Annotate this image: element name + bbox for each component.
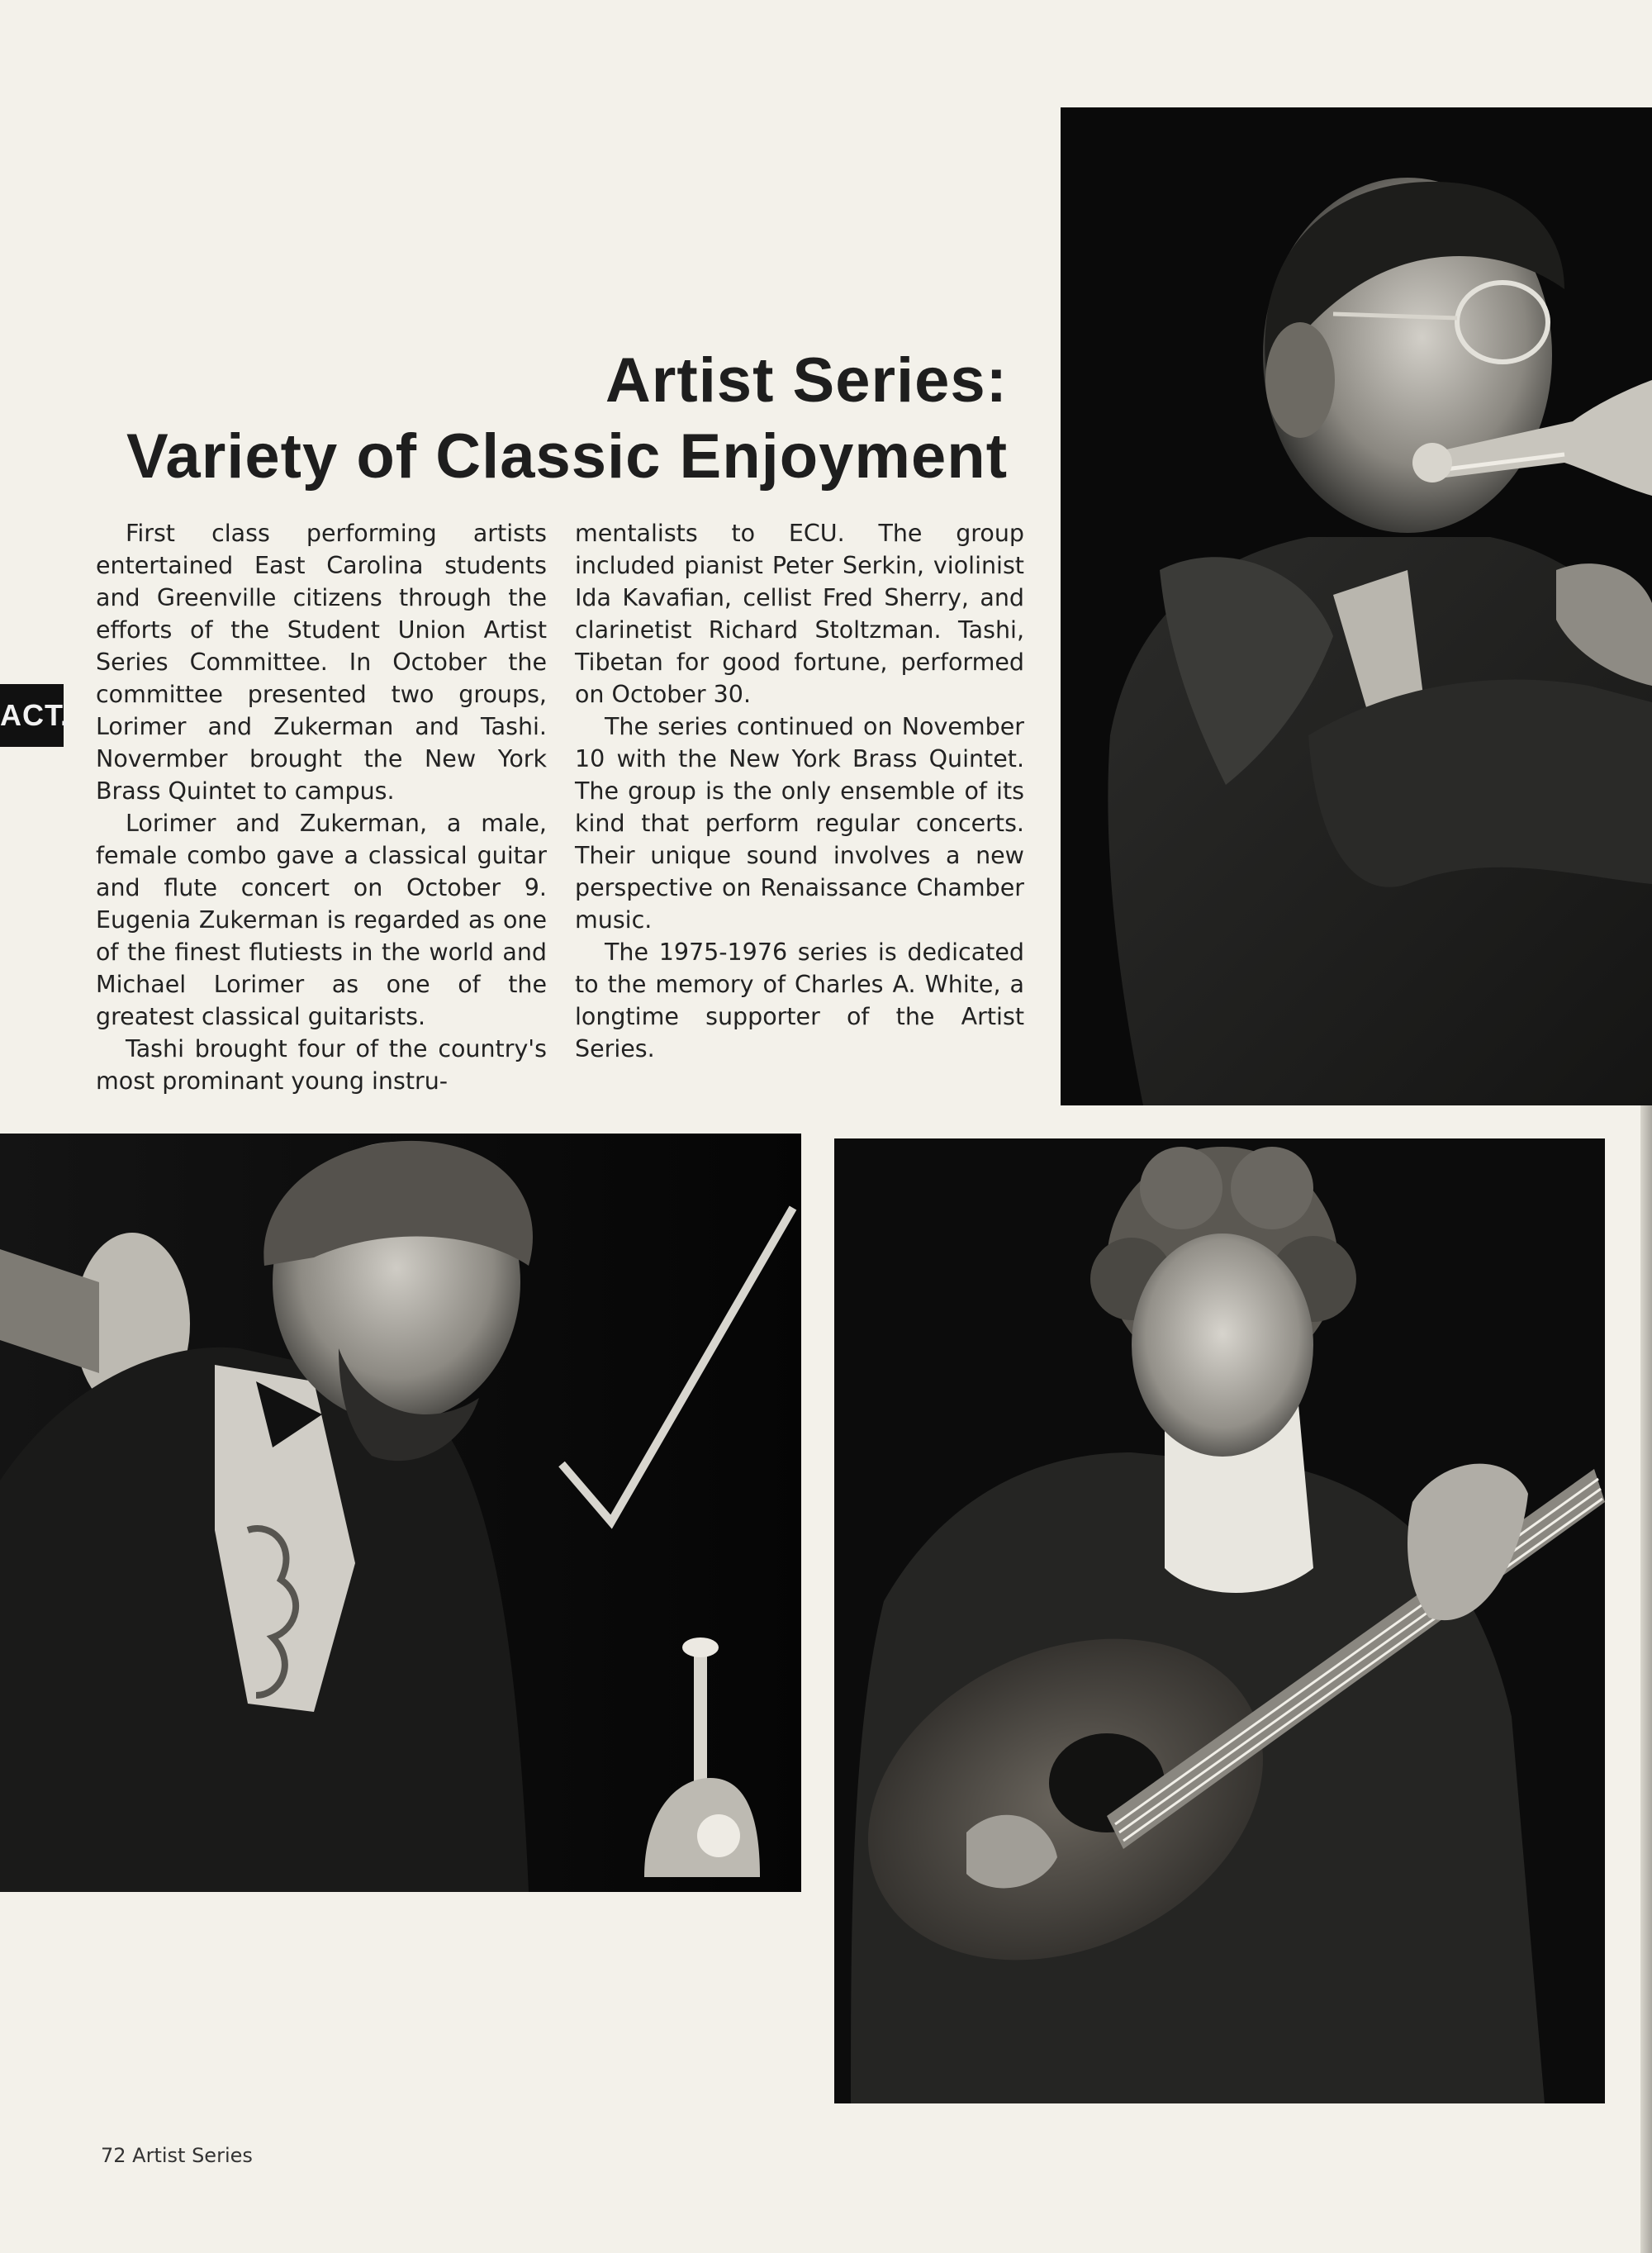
paragraph-continued: mentalists to ECU. The group included pianist Peter Serkin, violinist Ida Kavafian, cellist Fred Sherry, and clarinetist Richard Stoltzman. Tashi, Tibetan for good fortune, performed on October 30. <box>575 520 1024 708</box>
paragraph: The 1975-1976 series is dedicated to the memory of Charles A. White, a longtime supporter of the Artist Series. <box>575 939 1024 1062</box>
photo-trumpet-player <box>1061 107 1652 1105</box>
photo-brass-player <box>0 1134 801 1892</box>
page-folio: 72 Artist Series <box>101 2144 253 2167</box>
headline-line-2: Variety of Classic Enjoyment <box>126 421 1008 492</box>
paragraph: Lorimer and Zukerman, a male, female combo gave a classical guitar and flute concert on October 9. Eugenia Zukerman is regarded as one of the finest flutiests in the world and Michael Lorimer as one of the greatest classical guitarists. <box>96 810 547 1030</box>
article-column-1 <box>96 517 547 1097</box>
photo-classical-guitarist <box>834 1138 1605 2103</box>
headline-line-1: Artist Series: <box>605 345 1008 416</box>
guitarist-illustration <box>834 1138 1605 2103</box>
section-side-tab: ACT. <box>0 684 64 747</box>
brass-player-illustration <box>0 1134 801 1892</box>
paragraph: The series continued on November 10 with the New York Brass Quintet. The group is the only ensemble of its kind that perform regular concerts. Their unique sound involves a new perspective on Renaissance Chamber music. <box>575 713 1024 934</box>
trumpet-player-illustration <box>1061 107 1652 1105</box>
paragraph: Tashi brought four of the country's most prominant young instru- <box>96 1035 547 1095</box>
paragraph: First class performing artists entertained East Carolina students and Greenville citizens through the efforts of the Student Union Artist Series Committee. In October the committee presented two groups, Lorimer and Zukerman and Tashi. Novermber brought the New York Brass Quintet to campus. <box>96 520 547 805</box>
article-column-2 <box>575 517 1024 1065</box>
